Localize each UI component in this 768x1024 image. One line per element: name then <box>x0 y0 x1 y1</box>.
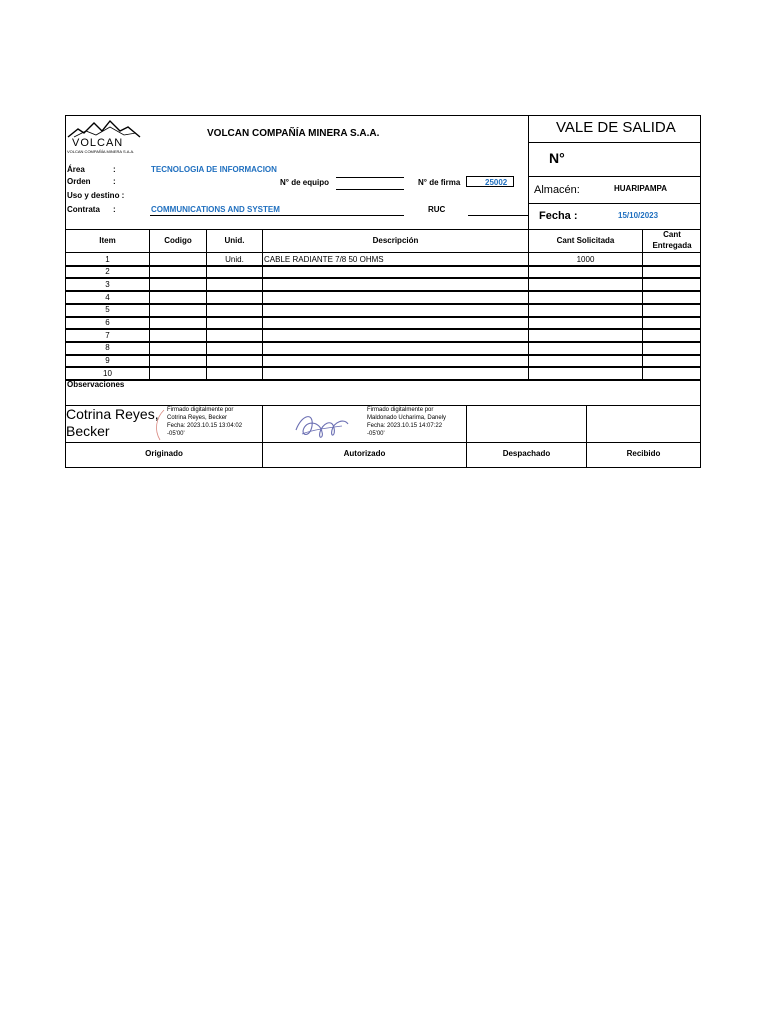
orden-colon: : <box>113 177 116 186</box>
header-item: Item <box>99 236 116 245</box>
observaciones-label: Observaciones <box>67 380 125 389</box>
cell-item: 6 <box>105 318 110 327</box>
row-separator <box>65 277 701 279</box>
header-divider <box>528 115 529 229</box>
document-number-label: N° <box>549 150 565 166</box>
header-unid: Unid. <box>224 236 245 245</box>
firma-value: 25002 <box>485 178 508 187</box>
almacen-label: Almacén: <box>534 184 580 196</box>
col-line-descripcion <box>262 229 263 380</box>
cell-cant-solicitada: 1000 <box>576 254 595 264</box>
row-separator <box>65 379 701 381</box>
contrata-value: COMMUNICATIONS AND SYSTEM <box>151 205 280 214</box>
almacen-value: HUARIPAMPA <box>614 184 668 193</box>
firma-label: N° de firma <box>418 178 461 187</box>
footer-recibido: Recibido <box>626 449 661 458</box>
orden-label: Orden <box>67 177 91 186</box>
fecha-label: Fecha : <box>539 210 578 222</box>
contrata-colon: : <box>113 205 116 214</box>
ruc-label: RUC <box>428 205 446 214</box>
autorizado-note-4: -05'00' <box>367 431 385 437</box>
equipo-top-line <box>336 177 404 178</box>
row-separator <box>65 354 701 356</box>
row-separator <box>65 341 701 343</box>
footer-despachado: Despachado <box>502 449 551 458</box>
cell-descripcion: CABLE RADIANTE 7/8 50 OHMS <box>264 254 384 264</box>
contrata-line <box>150 215 404 216</box>
row-separator <box>65 265 701 267</box>
col-line-codigo <box>149 229 150 380</box>
almacen-divider <box>528 203 701 204</box>
logo-text: VOLCAN <box>72 137 124 149</box>
originado-note-3: Fecha: 2023.10.15 13:04:02 <box>167 423 243 429</box>
fecha-value: 15/10/2023 <box>618 211 659 220</box>
footer-originado: Originado <box>145 449 183 458</box>
logo-subtext: VOLCAN COMPAÑÍA MINERA S.A.A. <box>67 149 135 154</box>
contrata-label: Contrata <box>67 205 100 214</box>
originado-note-2: Cotrina Reyes, Becker <box>167 415 228 421</box>
cell-unid: Unid. <box>225 254 244 264</box>
ruc-line <box>468 215 528 216</box>
originado-name-1: Cotrina Reyes, <box>66 406 159 422</box>
document-title: VALE DE SALIDA <box>556 119 676 136</box>
footer-line <box>65 442 701 443</box>
cell-item: 8 <box>105 343 110 353</box>
row-separator <box>65 316 701 318</box>
header-descripcion: Descripción <box>372 236 419 245</box>
autorizado-note-2: Maldonado Ucharima, Danely <box>367 415 447 421</box>
company-name: VOLCAN COMPAÑÍA MINERA S.A.A. <box>207 128 380 139</box>
title-divider <box>528 142 701 143</box>
header-codigo: Codigo <box>164 236 192 245</box>
cell-item: 1 <box>105 254 110 264</box>
cell-item: 2 <box>105 267 110 277</box>
numero-divider <box>528 176 701 177</box>
header-cant-entregada-2: Entregada <box>652 241 692 250</box>
row-separator <box>65 366 701 368</box>
cell-item: 9 <box>105 356 110 366</box>
header-cant-entregada-1: Cant <box>663 230 681 239</box>
uso-destino-label: Uso y destino : <box>67 191 125 200</box>
footer-autorizado: Autorizado <box>343 449 386 458</box>
area-label: Área <box>67 165 85 174</box>
table-header-line <box>65 252 701 253</box>
equipo-line <box>336 189 404 190</box>
col-line-unid <box>206 229 207 380</box>
originado-name-2: Becker <box>66 423 110 439</box>
cell-item: 7 <box>105 330 110 340</box>
equipo-label: N° de equipo <box>280 178 329 187</box>
autorizado-note-1: Firmado digitalmente por <box>367 407 434 413</box>
handwritten-signature-icon <box>292 408 352 442</box>
col-line-solicitada <box>528 229 529 380</box>
originado-note-4: -05'00' <box>167 431 185 437</box>
cell-item: 4 <box>105 292 110 302</box>
originado-note-1: Firmado digitalmente por <box>167 407 234 413</box>
table-top-line <box>65 229 701 230</box>
row-separator <box>65 303 701 305</box>
area-value: TECNOLOGIA DE INFORMACION <box>151 165 277 174</box>
row-separator <box>65 328 701 330</box>
row-separator <box>65 290 701 292</box>
cell-item: 5 <box>105 305 110 315</box>
cell-item: 3 <box>105 279 110 289</box>
col-line-entregada <box>642 229 643 380</box>
area-colon: : <box>113 165 116 174</box>
header-cant-solicitada: Cant Solicitada <box>556 236 615 245</box>
cell-item: 10 <box>103 368 112 378</box>
autorizado-note-3: Fecha: 2023.10.15 14:07:22 <box>367 423 443 429</box>
